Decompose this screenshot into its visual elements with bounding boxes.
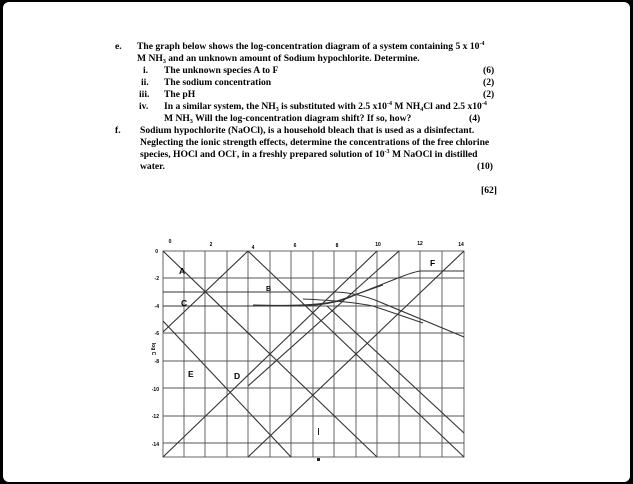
question-f-line2: Neglecting the ionic strength effects, determine the concentrations of the free chlorine [140,137,490,148]
item-ii-marks: (2) [483,77,495,88]
y-tick-label: -4 [154,304,159,310]
question-e-line2: M $NH_3$ and an unknown amount of Sodium hypochlorite. Determine. [137,53,420,65]
item-iv-num: iv. [139,101,149,112]
item-ii-num: ii. [141,77,149,88]
y-tick-label: -2 [154,276,159,282]
item-iii-num: iii. [139,89,150,100]
x-tick-label: 8 [335,243,339,249]
y-tick-label: -8 [154,359,159,365]
item-i-text: The unknown species A to F [164,65,279,76]
question-f-line1: Sodium hypochlorite (NaOCl), is a household bleach that is used as a disinfectant. [140,125,475,136]
x-tick-label: 6 [293,243,297,249]
curve-label-e: E [188,369,194,379]
scan-mark [318,428,319,435]
curve-label-f: F [430,258,436,268]
curve-label-b: B [266,286,272,293]
y-tick-label: 0 [155,249,158,255]
y-tick-label: -12 [151,414,159,420]
log-concentration-diagram [3,2,630,482]
x-tick-label: 4 [251,245,255,251]
question-f-marks: (10) [477,161,493,172]
total-marks: [62] [481,185,497,196]
x-tick-label: 0 [168,239,172,245]
item-i-num: i. [143,65,149,76]
question-e-line1: The graph below shows the log-concentration diagram of a system containing 5 x $10^{-4}$ [137,41,485,52]
item-ii-text: The sodium concentration [164,77,272,88]
question-e-label: e. [115,41,122,52]
item-i-marks: (6) [483,65,495,76]
x-tick-label: 10 [375,242,381,248]
x-tick-label: 14 [458,242,464,248]
question-f-line3: species, HOCl and OCl-, in a freshly prepared solution of $10^{-3}$ M NaOCl in distilled [140,149,478,160]
item-iii-text: The pH [164,89,196,100]
curve-label-a: A [179,266,186,276]
item-iv-marks: (4) [469,113,481,124]
item-iii-marks: (2) [483,89,495,100]
y-tick-label: -6 [154,331,159,337]
curve-label-d: D [234,371,241,381]
question-f-line4: water. [140,161,165,172]
question-f-label: f. [115,125,121,136]
y-tick-label: -14 [151,442,159,448]
x-tick-label: 12 [417,241,423,247]
document-page [3,2,630,482]
curve-label-c: C [181,298,188,308]
x-tick-label: 2 [209,242,213,248]
chart-frame [163,251,464,457]
scan-mark [317,458,320,461]
item-iv-line1: In a similar system, the $NH_3$ is substituted with 2.5 $x10^{-4}$ M $NH_4Cl$ and 2.5 $x10^{-4}$ [164,101,487,113]
y-tick-label: -10 [151,387,159,393]
y-axis-label: log C [150,342,156,356]
item-iv-line2: M $NH_3$ Will the log-concentration diagram shift? If so, how? [164,113,412,125]
